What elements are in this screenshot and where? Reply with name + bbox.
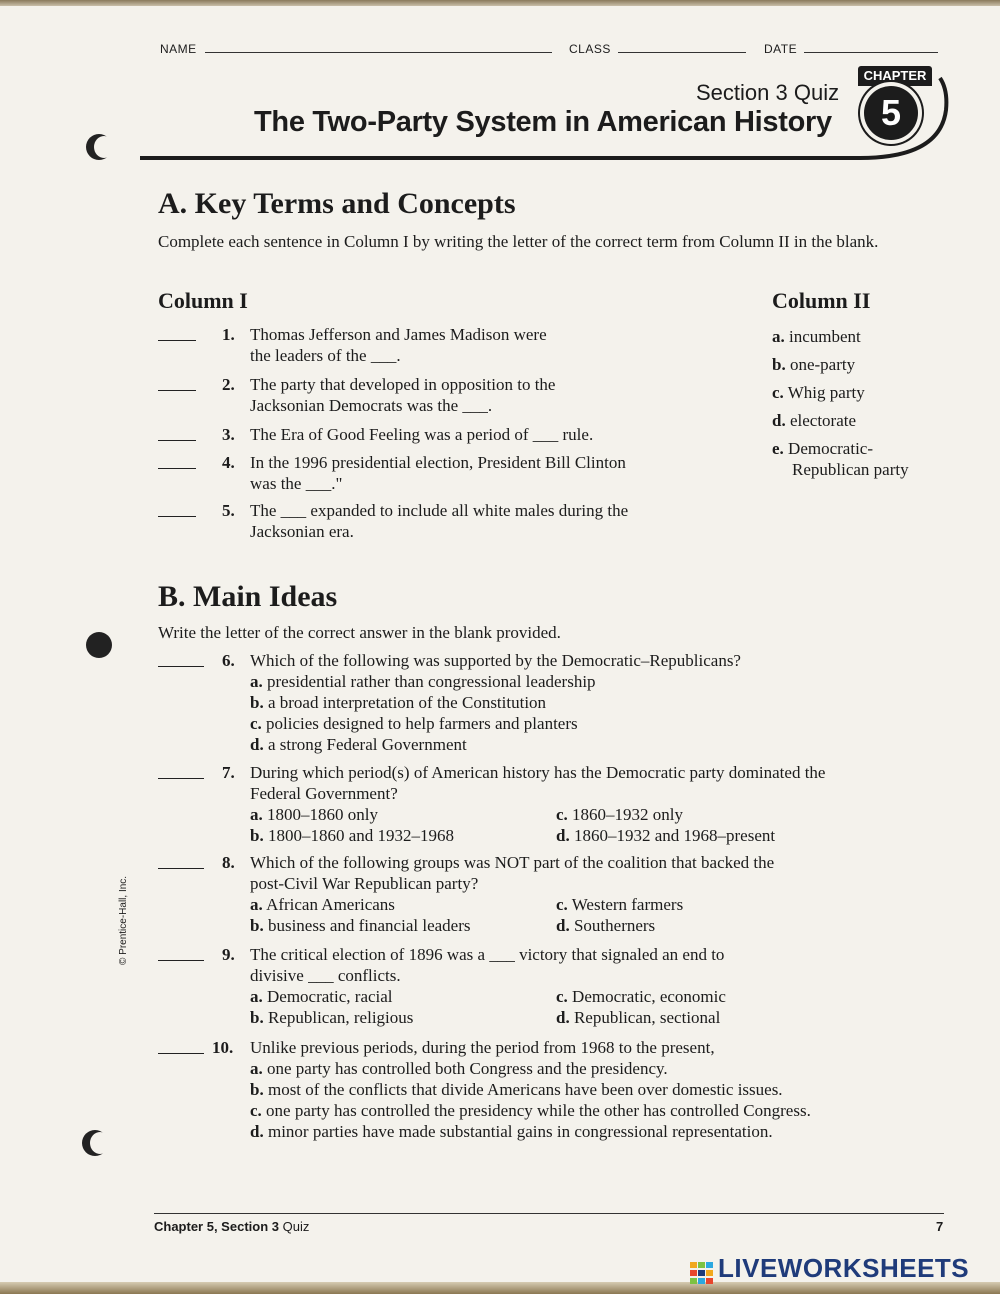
section-b-instructions: Write the letter of the correct answer in the blank provided.	[158, 623, 561, 642]
term-e: e. Democratic-	[772, 439, 873, 458]
chapter-label: CHAPTER	[858, 66, 932, 86]
term-b: b. one-party	[772, 355, 856, 374]
term-e-line2: Republican party	[792, 460, 909, 479]
scan-top-edge	[0, 0, 1000, 6]
binder-hole-middle	[86, 632, 112, 658]
section-a-heading: A. Key Terms and Concepts	[158, 187, 516, 220]
footer-chapter-section: Chapter 5, Section 3 Quiz	[154, 1219, 310, 1234]
binder-hole-top	[86, 134, 112, 160]
date-label: DATE	[764, 42, 798, 56]
term-a: a. incumbent	[772, 327, 861, 346]
date-field[interactable]	[804, 52, 938, 53]
binder-hole-bottom	[82, 1130, 108, 1156]
question-10: 10. Unlike previous periods, during the period from 1968 to the present, a. one party has controlled both Congress and the presidency. b. most of the conflicts that divide Americans have been over domestic issues. c. one party has controlled the presidency while the other has controlled Congress. d. minor parties have made substantial gains in congressional representation.	[158, 1037, 958, 1142]
footer-rule	[154, 1213, 944, 1214]
copyright-note: © Prentice-Hall, Inc.	[118, 875, 129, 965]
class-field[interactable]	[618, 52, 746, 53]
answer-blank-1[interactable]	[158, 340, 196, 341]
answer-blank-5[interactable]	[158, 516, 196, 517]
question-9: 9. The critical election of 1896 was a ___ victory that signaled an end to divisive ___ conflicts. a. Democratic, racial c. Democratic, economic b. Republican, religious d. Republican, sectional	[158, 944, 958, 1028]
answer-blank-3[interactable]	[158, 440, 196, 441]
answer-blank-9[interactable]	[158, 960, 204, 961]
answer-blank-2[interactable]	[158, 390, 196, 391]
answer-blank-10[interactable]	[158, 1053, 204, 1054]
term-c: c. Whig party	[772, 383, 865, 402]
answer-blank-7[interactable]	[158, 778, 204, 779]
name-field[interactable]	[205, 52, 552, 53]
liveworksheets-text: LIVEWORKSHEETS	[718, 1253, 970, 1283]
chapter-number: 5	[864, 86, 918, 140]
question-7: 7. During which period(s) of American history has the Democratic party dominated the Federal Government? a. 1800–1860 only c. 1860–1932 only b. 1800–1860 and 1932–1968 d. 1860–1932 and 1968–present	[158, 762, 958, 846]
liveworksheets-logo-icon	[690, 1262, 714, 1284]
question-8: 8. Which of the following groups was NOT part of the coalition that backed the post-Civil War Republican party? a. African Americans c. Western farmers b. business and financial leaders d. Southerners	[158, 852, 958, 936]
name-label: NAME	[160, 42, 197, 56]
header-swoosh	[140, 70, 960, 166]
page-number: 7	[936, 1219, 944, 1234]
liveworksheets-watermark	[690, 1253, 969, 1284]
answer-blank-6[interactable]	[158, 666, 204, 667]
class-label: CLASS	[569, 42, 611, 56]
column-2-heading: Column II	[772, 288, 871, 313]
answer-blank-8[interactable]	[158, 868, 204, 869]
answer-blank-4[interactable]	[158, 468, 196, 469]
question-6: 6. Which of the following was supported by the Democratic–Republicans? a. presidential rather than congressional leadership b. a broad interpretation of the Constitution c. policies designed to help farmers and planters d. a strong Federal Government	[158, 650, 958, 755]
section-a-instructions: Complete each sentence in Column I by writing the letter of the correct term from Column II in the blank.	[158, 232, 879, 251]
term-d: d. electorate	[772, 411, 857, 430]
page-title: The Two-Party System in American History	[254, 106, 832, 138]
section-b-heading: B. Main Ideas	[158, 580, 338, 613]
column-1-heading: Column I	[158, 288, 248, 313]
section-label: Section 3 Quiz	[696, 80, 840, 105]
